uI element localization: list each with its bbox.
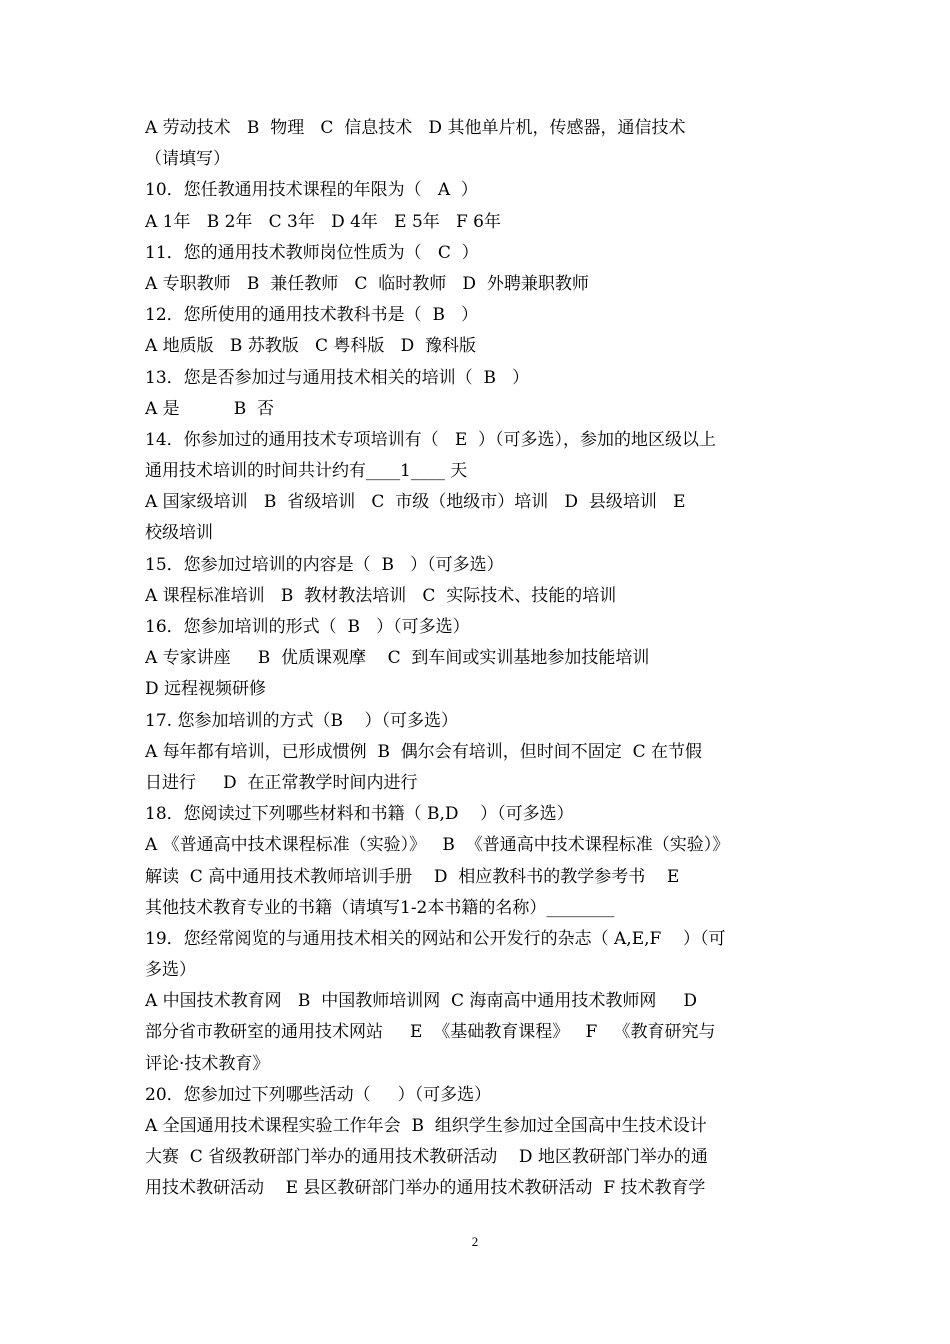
options-15: A 课程标准培训 B 教材教法培训 C 实际技术、技能的培训 xyxy=(145,585,617,606)
options-13: A 是 B 否 xyxy=(145,398,275,419)
options-19-cont: 部分省市教研室的通用技术网站 E 《基础教育课程》 F 《教育研究与 xyxy=(145,1022,716,1043)
question-14: 14．你参加过的通用技术专项培训有（ E ）（可多选），参加的地区级以上 xyxy=(145,429,717,450)
question-19: 19．您经常阅览的与通用技术相关的网站和公开发行的杂志（ A,E,F ）（可 xyxy=(145,928,726,949)
options-19: A 中国技术教育网 B 中国教师培训网 C 海南高中通用技术教师网 D xyxy=(145,991,698,1012)
question-18: 18．您阅读过下列哪些材料和书籍（ B,D ）（可多选） xyxy=(145,804,574,825)
question-15: 15．您参加过培训的内容是（ B ）（可多选） xyxy=(145,554,504,575)
question-19-cont: 多选） xyxy=(145,960,196,981)
options-11: A 专职教师 B 兼任教师 C 临时教师 D 外聘兼职教师 xyxy=(145,273,589,294)
options-19-cont: 评论·技术教育》 xyxy=(145,1053,270,1074)
options-20: A 全国通用技术课程实验工作年会 B 组织学生参加过全国高中生技术设计 xyxy=(145,1116,707,1136)
options-12: A 地质版 B 苏教版 C 粤科版 D 豫科版 xyxy=(145,336,477,357)
question-17: 17. 您参加培训的方式（B ）（可多选） xyxy=(145,710,459,731)
options-16-cont: D 远程视频研修 xyxy=(145,679,267,700)
options-14-cont: 校级培训 xyxy=(145,523,213,544)
options-20-cont: 大赛 C 省级教研部门举办的通用技术教研活动 D 地区教研部门举办的通 xyxy=(145,1147,708,1168)
question-13: 13．您是否参加过与通用技术相关的培训（ B ） xyxy=(145,367,530,388)
page-number: 2 xyxy=(471,1234,479,1249)
text-line: （请填写） xyxy=(145,149,230,170)
question-14-cont: 通用技术培训的时间共计约有____1____ 天 xyxy=(145,461,468,482)
options-17-cont: 日进行 D 在正常教学时间内进行 xyxy=(145,772,418,793)
question-10: 10．您任教通用技术课程的年限为（ A ） xyxy=(145,180,478,201)
options-18: A 《普通高中技术课程标准（实验）》 B 《普通高中技术课程标准（实验）》 xyxy=(145,835,730,856)
question-20: 20．您参加过下列哪些活动（ ）（可多选） xyxy=(145,1084,492,1105)
options-18-cont: 解读 C 高中通用技术教师培训手册 D 相应教科书的教学参考书 E xyxy=(145,866,680,887)
question-11: 11．您的通用技术教师岗位性质为（ C ） xyxy=(145,242,479,263)
text-line: A 劳动技术 B 物理 C 信息技术 D 其他单片机，传感器，通信技术 xyxy=(145,118,686,138)
options-16: A 专家讲座 B 优质课观摩 C 到车间或实训基地参加技能培训 xyxy=(145,648,650,669)
options-17: A 每年都有培训，已形成惯例 B 偶尔会有培训，但时间不固定 C 在节假 xyxy=(145,741,703,762)
options-18-cont: 其他技术教育专业的书籍（请填写1-2本书籍的名称）________ xyxy=(145,897,615,918)
options-20-cont: 用技术教研活动 E 县区教研部门举办的通用技术教研活动 F 技术教育学 xyxy=(145,1178,706,1199)
document-body xyxy=(145,113,807,1205)
options-10: A 1年 B 2年 C 3年 D 4年 E 5年 F 6年 xyxy=(145,211,501,232)
question-12: 12．您所使用的通用技术教科书是（ B ） xyxy=(145,305,479,326)
options-14: A 国家级培训 B 省级培训 C 市级（地级市）培训 D 县级培训 E xyxy=(145,492,686,513)
question-16: 16．您参加培训的形式（ B ）（可多选） xyxy=(145,617,470,637)
